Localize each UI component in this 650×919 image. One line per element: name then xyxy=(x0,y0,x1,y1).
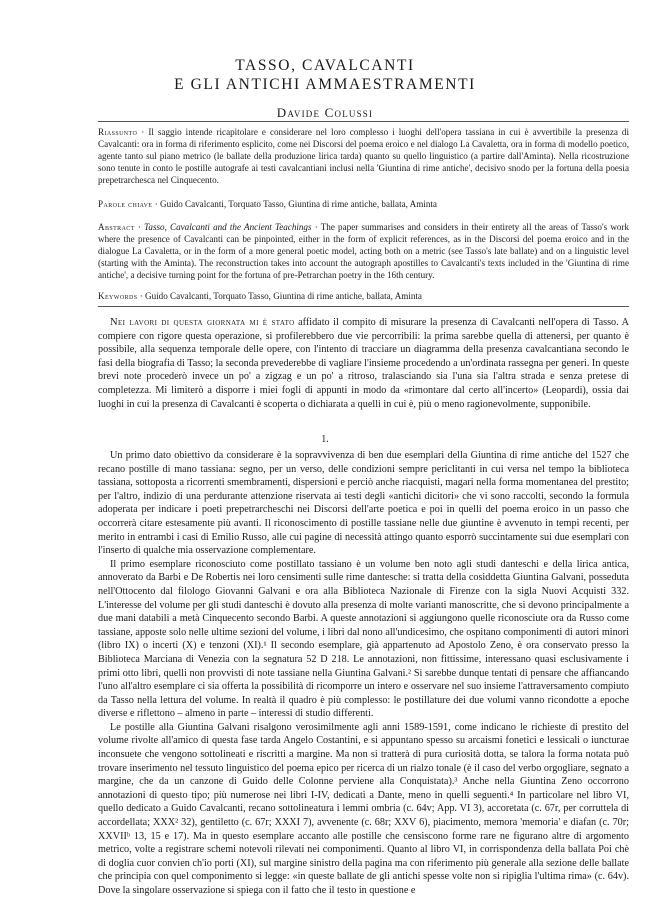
keywords-label: Keywords xyxy=(98,291,138,301)
intro-paragraph xyxy=(98,316,629,411)
intro-text: affidato il compito di misurare la presenza di Cavalcanti nell'opera di Tasso. A compiere con rigore questa operazione, si profilerebbero due vie percorribili: la prima sarebbe quella di attenersi, per quanto è possibile, alla sequenza temporale delle opere, con l'intento di tracciare un diagramma della presenza cavalcantiana secondo le fasi della biografia di Tasso; la seconda prevederebbe di vagliare l'insieme procedendo a un'ordinata rassegna per generi. In queste brevi note procederò invece un po' a zigzag e un po' a ritroso, tralasciando sia l'una sia l'altra strada e senza pretese di completezza. Mi limiterò a disporre i miei fogli di appunti in modo da «rimontare dal certo all'incerto» (Leopardi), ossia dai luoghi in cui la presenza di Cavalcanti è scoperta o dichiarata a quelli in cui è, più o meno ragionevolmente, supponibile. xyxy=(98,317,629,410)
paragraph-2: Il primo esemplare riconosciuto come postillato tassiano è un volume ben noto agli studi danteschi e della lirica antica, annoverato da Barbi e De Robertis nei loro censimenti sulle rime dantesche: si tratta della cosiddetta Giuntina Galvani, posseduta nell'Ottocento dal filologo Giovanni Galvani e ora alla Biblioteca Nazionale di Firenze con la sigla Nuovi Acquisti 332. L'interesse del volume per gli studi danteschi è dovuto alla presenza di molte varianti manoscritte, che si devono principalmente a due mani databili a metà Cinquecento secondo Barbi. A queste annotazioni si aggiungono quelle riconosciute ora da Russo come tassiane, apposte solo nelle ultime sezioni del volume, i libri dal nono all'undicesimo, che ospitano componimenti di autori minori (libro IX) o incerti (X) e tenzoni (XI).¹ Il secondo esemplare, già appartenuto ad Apostolo Zeno, è ora conservato presso la Biblioteca Marciana di Venezia con la segnatura 52 D 218. Le annotazioni, non fittissime, interessano quasi esclusivamente i primi otto libri, quelli non provvisti di note tassiane nella Giuntina Galvani.² Si sarebbe dunque tentati di pensare che affiancando l'uno all'altro esemplare ci sia offerta la possibilità di ricomporre un intero e osservare nel suo insieme l'attraversamento compiuto da Tasso nella lettura del volume. In realtà il quadro è più complesso: le postillature dei due volumi vanno ricondotte a epoche diverse e riflettono – almeno in parte – interessi di studio differenti. xyxy=(98,558,629,720)
title-line-2: E GLI ANTICHI AMMAESTRAMENTI xyxy=(174,76,476,93)
abstract-rule xyxy=(98,306,629,307)
paragraph-3: Le postille alla Giuntina Galvani risalgono verosimilmente agli anni 1589-1591, come indicano le richieste di prestito del volume rivolte all'amico di questa fase tarda Angelo Costantini, e si appuntano spesso su arcaismi fonetici e lessicali o iuncturae inconsuete che vengono sottolineati e riscritti a margine. Ma non si tratterà di pura curiosità dotta, se talora la forma notata può trovare inserimento nel tessuto linguistico del poema epico per ricerca di un rialzo tonale (è il caso del verbo orgogliare, segnato a margine, che da un canzone di Guido delle Colonne perviene alla Conquistata).³ Anche nella Giuntina Zeno occorrono annotazioni di questo tipo; più numerose nei libri I-IV, dedicati a Dante, meno in quelli seguenti.⁴ In particolare nel libro VI, quello dedicato a Guido Cavalcanti, recano sottolineatura i lemmi ombria (c. 64v; App. VI 3), accoretata (c. 67r, per corruttela di accordellata; XXX² 32), gentiletto (c. 67r; XXXI 7), avvenente (c. 68r; XXV 6), piacimento, memora 'memoria' e diafan (c. 70r; XXVIIᵇ 13, 15 e 17). Ma in questo esemplare accanto alle postille che censiscono forme rare ne figurano altre di argomento metrico, volte a registrare schemi notevoli rilevati nei componimenti. Quanto al libro VI, in corrispondenza della ballata Poi chè di doglia cuor convien ch'io porti (XI), sul margine sinistro della pagina ma con riferimento più generale alla sezione delle ballate che principia con quel componimento si legge: «in queste ballate de gli antichi spesse volte non si ripiglia l'ultima rima» (c. 64v). Dove la singolare osservazione si spiega con il fatto che il testo in questione e xyxy=(98,721,629,896)
parole-chiave-text: Guido Cavalcanti, Torquato Tasso, Giuntina di rime antiche, ballata, Aminta xyxy=(160,199,437,209)
main-body xyxy=(98,449,629,898)
keywords-text: Guido Cavalcanti, Torquato Tasso, Giuntina di rime antiche, ballata, Aminta xyxy=(145,291,422,301)
keywords-block: Keywords · Guido Cavalcanti, Torquato Tasso, Giuntina di rime antiche, ballata, Aminta xyxy=(98,291,422,301)
parole-chiave-block: Parole chiave · Guido Cavalcanti, Torquato Tasso, Giuntina di rime antiche, ballata, Aminta xyxy=(98,199,437,209)
abstract-title: Tasso, Cavalcanti and the Ancient Teachings xyxy=(144,222,312,232)
author-name: Davide Colussi xyxy=(276,105,374,120)
riassunto-label: Riassunto xyxy=(98,127,138,137)
title-line-1: TASSO, CAVALCANTI xyxy=(235,57,415,74)
abstract-label: Abstract xyxy=(98,222,135,232)
intro-lead: Nei lavori di questa giornata mi è stato xyxy=(110,317,295,328)
parole-chiave-label: Parole chiave xyxy=(98,199,153,209)
header-rule xyxy=(98,121,629,122)
paragraph-1: Un primo dato obiettivo da considerare è la sopravvivenza di ben due esemplari della Giuntina di rime antiche del 1527 che recano postille di mano tassiana: segno, per un verso, delle condizioni sempre periclitanti in cui versa nel tempo la biblioteca tassiana, sottoposta a ricorrenti smembramenti, dispersioni e perciò anche riacquisti, magari nella forma momentanea del prestito; per l'altro, indizio di una perdurante attenzione riservata ai testi degli «antichi dicitori» che vi sono raccolti, secondo la formula adoperata per indicare i poeti prepetrarcheschi nei Discorsi dell'arte poetica e poi in quelli del poema eroico in un passo che occorrerà citare estesamente più avanti. Il riconoscimento di postille tassiane nelle due giuntine è avvenuto in tempi recenti, per merito in entrambi i casi di Emilio Russo, alle cui pagine di necessità attingo quanto esporrò succintamente sui due esemplari con l'inserto di qualche mia osservazione complementare. xyxy=(98,450,629,557)
abstract-text: The paper summarises and considers in their entirety all the areas of Tasso's work where the presence of Cavalcanti can be pinpointed, either in the form of explicit references, as in the Discorsi del poema eroico and in the dialogue La Cavaletta, or in the form of a more general poetic model, acting both on a metric (see Tasso's late ballate) and on a linguistic level (starting with the Aminta). The reconstruction takes into account the autograph apostilles to Cavalcanti's texts included in the 'Giuntina di rime antiche', a decisive turning point for the fortuna of pre-Petrarchan poetry in the 16th century. xyxy=(98,222,630,280)
riassunto-text: Il saggio intende ricapitolare e considerare nel loro complesso i luoghi dell'opera tassiana in cui è avvertibile la presenza di Cavalcanti: ora in forma di riferimento esplicito, come nei Discorsi del poema eroico e nel dialogo La Cavaletta, ora in forma di modello poetico, agente tanto sul piano metrico (le ballate della produzione lirica tarda) quanto su quello linguistico (a partire dall'Aminta). Nella ricostruzione sono tenute in conto le postille autografe ai testi cavalcantiani inclusi nella 'Giuntina di rime antiche', decisivo snodo per la fortuna della poesia prepetrarchesca nel Cinquecento. xyxy=(98,127,629,185)
abstract-block: Abstract · Tasso, Cavalcanti and the Ancient Teachings · The paper summarises and considers in their entirety all the areas of Tasso's work where the presence of Cavalcanti can be pinpointed, either in the form of explicit references, as in the Discorsi del poema eroico and in the dialogue La Cavaletta, or in the form of a more general poetic model, acting both on a metric (see Tasso's late ballate) and on a linguistic level (starting with the Aminta). The reconstruction takes into account the autograph apostilles to Cavalcanti's texts included in the 'Giuntina di rime antiche', a decisive turning point for the fortuna of pre-Petrarchan poetry in the 16th century. xyxy=(98,222,630,280)
riassunto-block: Riassunto · Il saggio intende ricapitolare e considerare nel loro complesso i luoghi dell'opera tassiana in cui è avvertibile la presenza di Cavalcanti: ora in forma di riferimento esplicito, come nei Discorsi del poema eroico e nel dialogo La Cavaletta, ora in forma di modello poetico, agente tanto sul piano metrico (le ballate della produzione lirica tarda) quanto su quello linguistico (a partire dall'Aminta). Nella ricostruzione sono tenute in conto le postille autografe ai testi cavalcantiani inclusi nella 'Giuntina di rime antiche', decisivo snodo per la fortuna della poesia prepetrarchesca nel Cinquecento. xyxy=(98,127,629,185)
section-number: 1. xyxy=(321,434,329,445)
